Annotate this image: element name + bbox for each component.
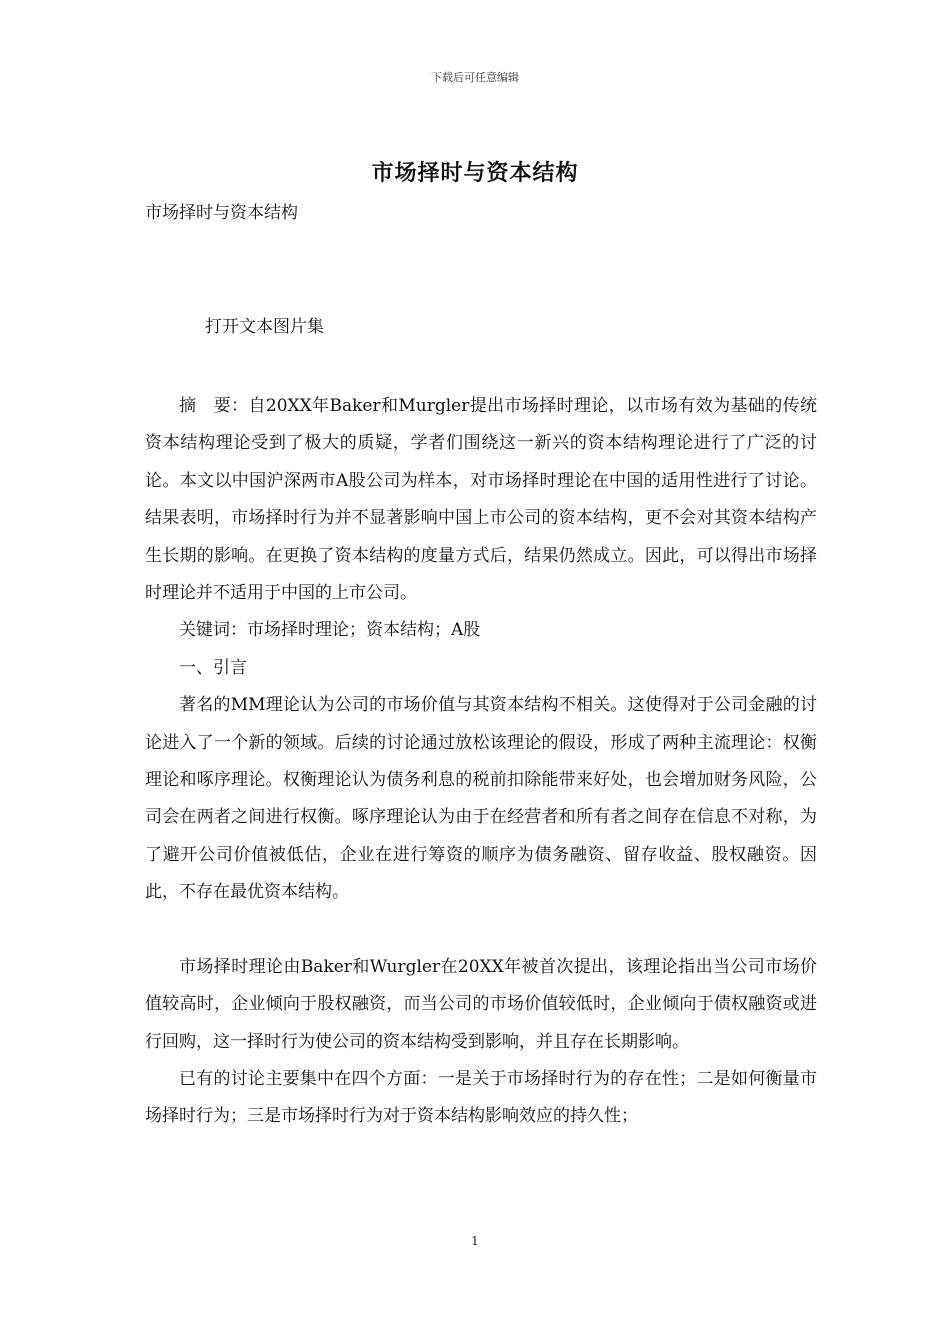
abstract-paragraph: 摘 要：自20XX年Baker和Murgler提出市场择时理论，以市场有效为基础的传统资本结构理论受到了极大的质疑，学者们围绕这一新兴的资本结构理论进行了广泛的讨论。本文以中国沪深两市A股公司为样本，对市场择时理论在中国的适用性进行了讨论。结果表明，市场择时行为并不显著影响中国上市公司的资本结构，更不会对其资本结构产生长期的影响。在更换了资本结构的度量方式后，结果仍然成立。因此，可以得出市场择时理论并不适用于中国的上市公司。 bbox=[145, 396, 817, 604]
document-body bbox=[145, 198, 817, 1136]
page-number: 1 bbox=[471, 1234, 479, 1248]
page-header-note: 下载后可任意编辑 bbox=[431, 71, 519, 84]
body-paragraph: 市场择时理论由Baker和Wurgler在20XX年被首次提出，该理论指出当公司市场价值较高时，企业倾向于股权融资，而当公司的市场价值较低时，企业倾向于债权融资或进行回购，这一择时行为使公司的资本结构受到影响，并且存在长期影响。 bbox=[145, 956, 817, 1052]
document-title: 市场择时与资本结构 bbox=[371, 160, 579, 186]
open-gallery-link[interactable]: 打开文本图片集 bbox=[205, 317, 324, 337]
paragraph-list bbox=[145, 388, 817, 1136]
document-subtitle: 市场择时与资本结构 bbox=[145, 203, 298, 223]
section-heading-introduction: 一、引言 bbox=[179, 657, 247, 678]
body-paragraph: 已有的讨论主要集中在四个方面：一是关于市场择时行为的存在性；二是如何衡量市场择时行为；三是市场择时行为对于资本结构影响效应的持久性； bbox=[145, 1068, 817, 1127]
body-paragraph: 著名的MM理论认为公司的市场价值与其资本结构不相关。这使得对于公司金融的讨论进入了一个新的领域。后续的讨论通过放松该理论的假设，形成了两种主流理论：权衡理论和啄序理论。权衡理论认为债务利息的税前扣除能带来好处，也会增加财务风险，公司会在两者之间进行权衡。啄序理论认为由于在经营者和所有者之间存在信息不对称，为了避开公司价值被低估，企业在进行筹资的顺序为债务融资、留存收益、股权融资。因此，不存在最优资本结构。 bbox=[145, 695, 817, 903]
keywords-paragraph: 关键词：市场择时理论；资本结构；A股 bbox=[179, 620, 481, 641]
